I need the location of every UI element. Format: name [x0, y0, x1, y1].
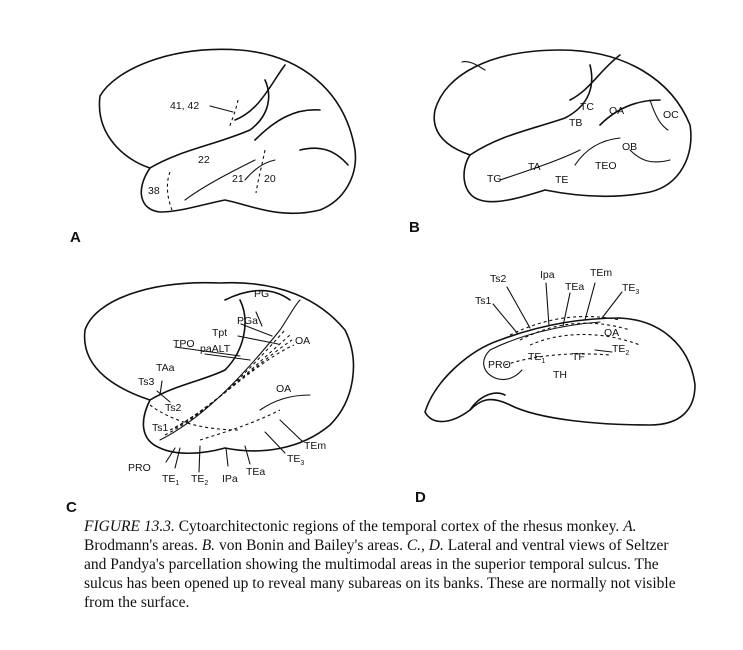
label-d-tf: TF: [572, 351, 585, 363]
label-d-te1: $TE_1$: [528, 351, 546, 365]
label-d-ipa: Ipa: [540, 269, 555, 281]
label-d-oa: OA: [604, 327, 620, 339]
label-c-paalt: paALT: [200, 343, 231, 355]
panel-d-leaders: [493, 283, 622, 352]
label-b-ob: OB: [622, 141, 638, 153]
label-b-teo: TEO: [595, 160, 617, 172]
label-c-te2: $TE_2$: [191, 473, 209, 487]
label-c-pro: PRO: [128, 462, 151, 474]
caption-label: FIGURE 13.3.: [84, 518, 175, 535]
label-d-th: TH: [553, 369, 567, 381]
label-d-ts2: Ts2: [490, 273, 507, 285]
label-c-tpt: Tpt: [212, 327, 228, 339]
caption-b-letter: B.: [201, 537, 216, 554]
label-c-pg: PG: [254, 288, 270, 300]
caption-text-1: Cytoarchitectonic regions of the temporal cortex of the rhesus monkey.: [174, 518, 624, 535]
panel-letter-a: A: [70, 229, 81, 246]
panel-letter-d: D: [415, 489, 426, 506]
label-c-te1: $TE_1$: [162, 473, 180, 487]
label-c-ts3: Ts3: [138, 376, 155, 388]
panel-letter-c: C: [66, 499, 77, 516]
label-c-ts2: Ts2: [165, 402, 182, 414]
label-d-ts1: Ts1: [475, 295, 492, 307]
label-c-taa: TAa: [156, 362, 175, 374]
label-area-22: 22: [198, 154, 210, 166]
label-area-20: 20: [264, 173, 276, 185]
label-b-oc: OC: [663, 109, 679, 121]
label-d-pro: PRO: [488, 359, 511, 371]
label-area-41-42: 41, 42: [170, 100, 200, 112]
label-b-oa: OA: [609, 105, 625, 117]
label-b-ta: TA: [528, 161, 541, 173]
label-d-tea: TEa: [565, 281, 585, 293]
caption-cd-text: Lateral and ventral views of Seltzer and Pandya's parcellation showing the multimodal areas in the superior temporal sulcus. The sulcus has been opened up to reveal many subareas on its banks. These are normally not visible from the surface.: [84, 537, 676, 611]
caption-a-text: Brodmann's areas.: [84, 537, 202, 554]
label-c-te3: $TE_3$: [287, 453, 305, 467]
figure-caption: [84, 517, 684, 612]
label-c-tpo: TPO: [173, 338, 195, 350]
label-area-21: 21: [232, 173, 244, 185]
panel-a-brain: [99, 49, 355, 213]
label-d-te2: $TE_2$: [612, 343, 630, 357]
caption-b-text: von Bonin and Bailey's areas.: [215, 537, 407, 554]
label-c-pga: PGa: [237, 315, 259, 327]
label-c-tem: TEm: [304, 440, 327, 452]
label-c-ts1: Ts1: [152, 422, 169, 434]
label-d-te3: $TE_3$: [622, 282, 640, 296]
label-c-ipa: IPa: [222, 473, 238, 485]
panel-c-brain: [85, 283, 354, 454]
label-b-tg: TG: [487, 173, 502, 185]
label-c-oa-upper: OA: [295, 335, 311, 347]
label-d-tem: TEm: [590, 267, 613, 279]
label-area-38: 38: [148, 185, 160, 197]
label-b-te: TE: [555, 174, 569, 186]
label-c-tea: TEa: [246, 466, 266, 478]
label-c-oa-lower: OA: [276, 383, 292, 395]
panel-letter-b: B: [409, 219, 420, 236]
label-b-tc: TC: [580, 101, 594, 113]
caption-a-letter: A.: [623, 518, 637, 535]
label-b-tb: TB: [569, 117, 583, 129]
caption-cd-letters: C., D.: [406, 537, 444, 554]
